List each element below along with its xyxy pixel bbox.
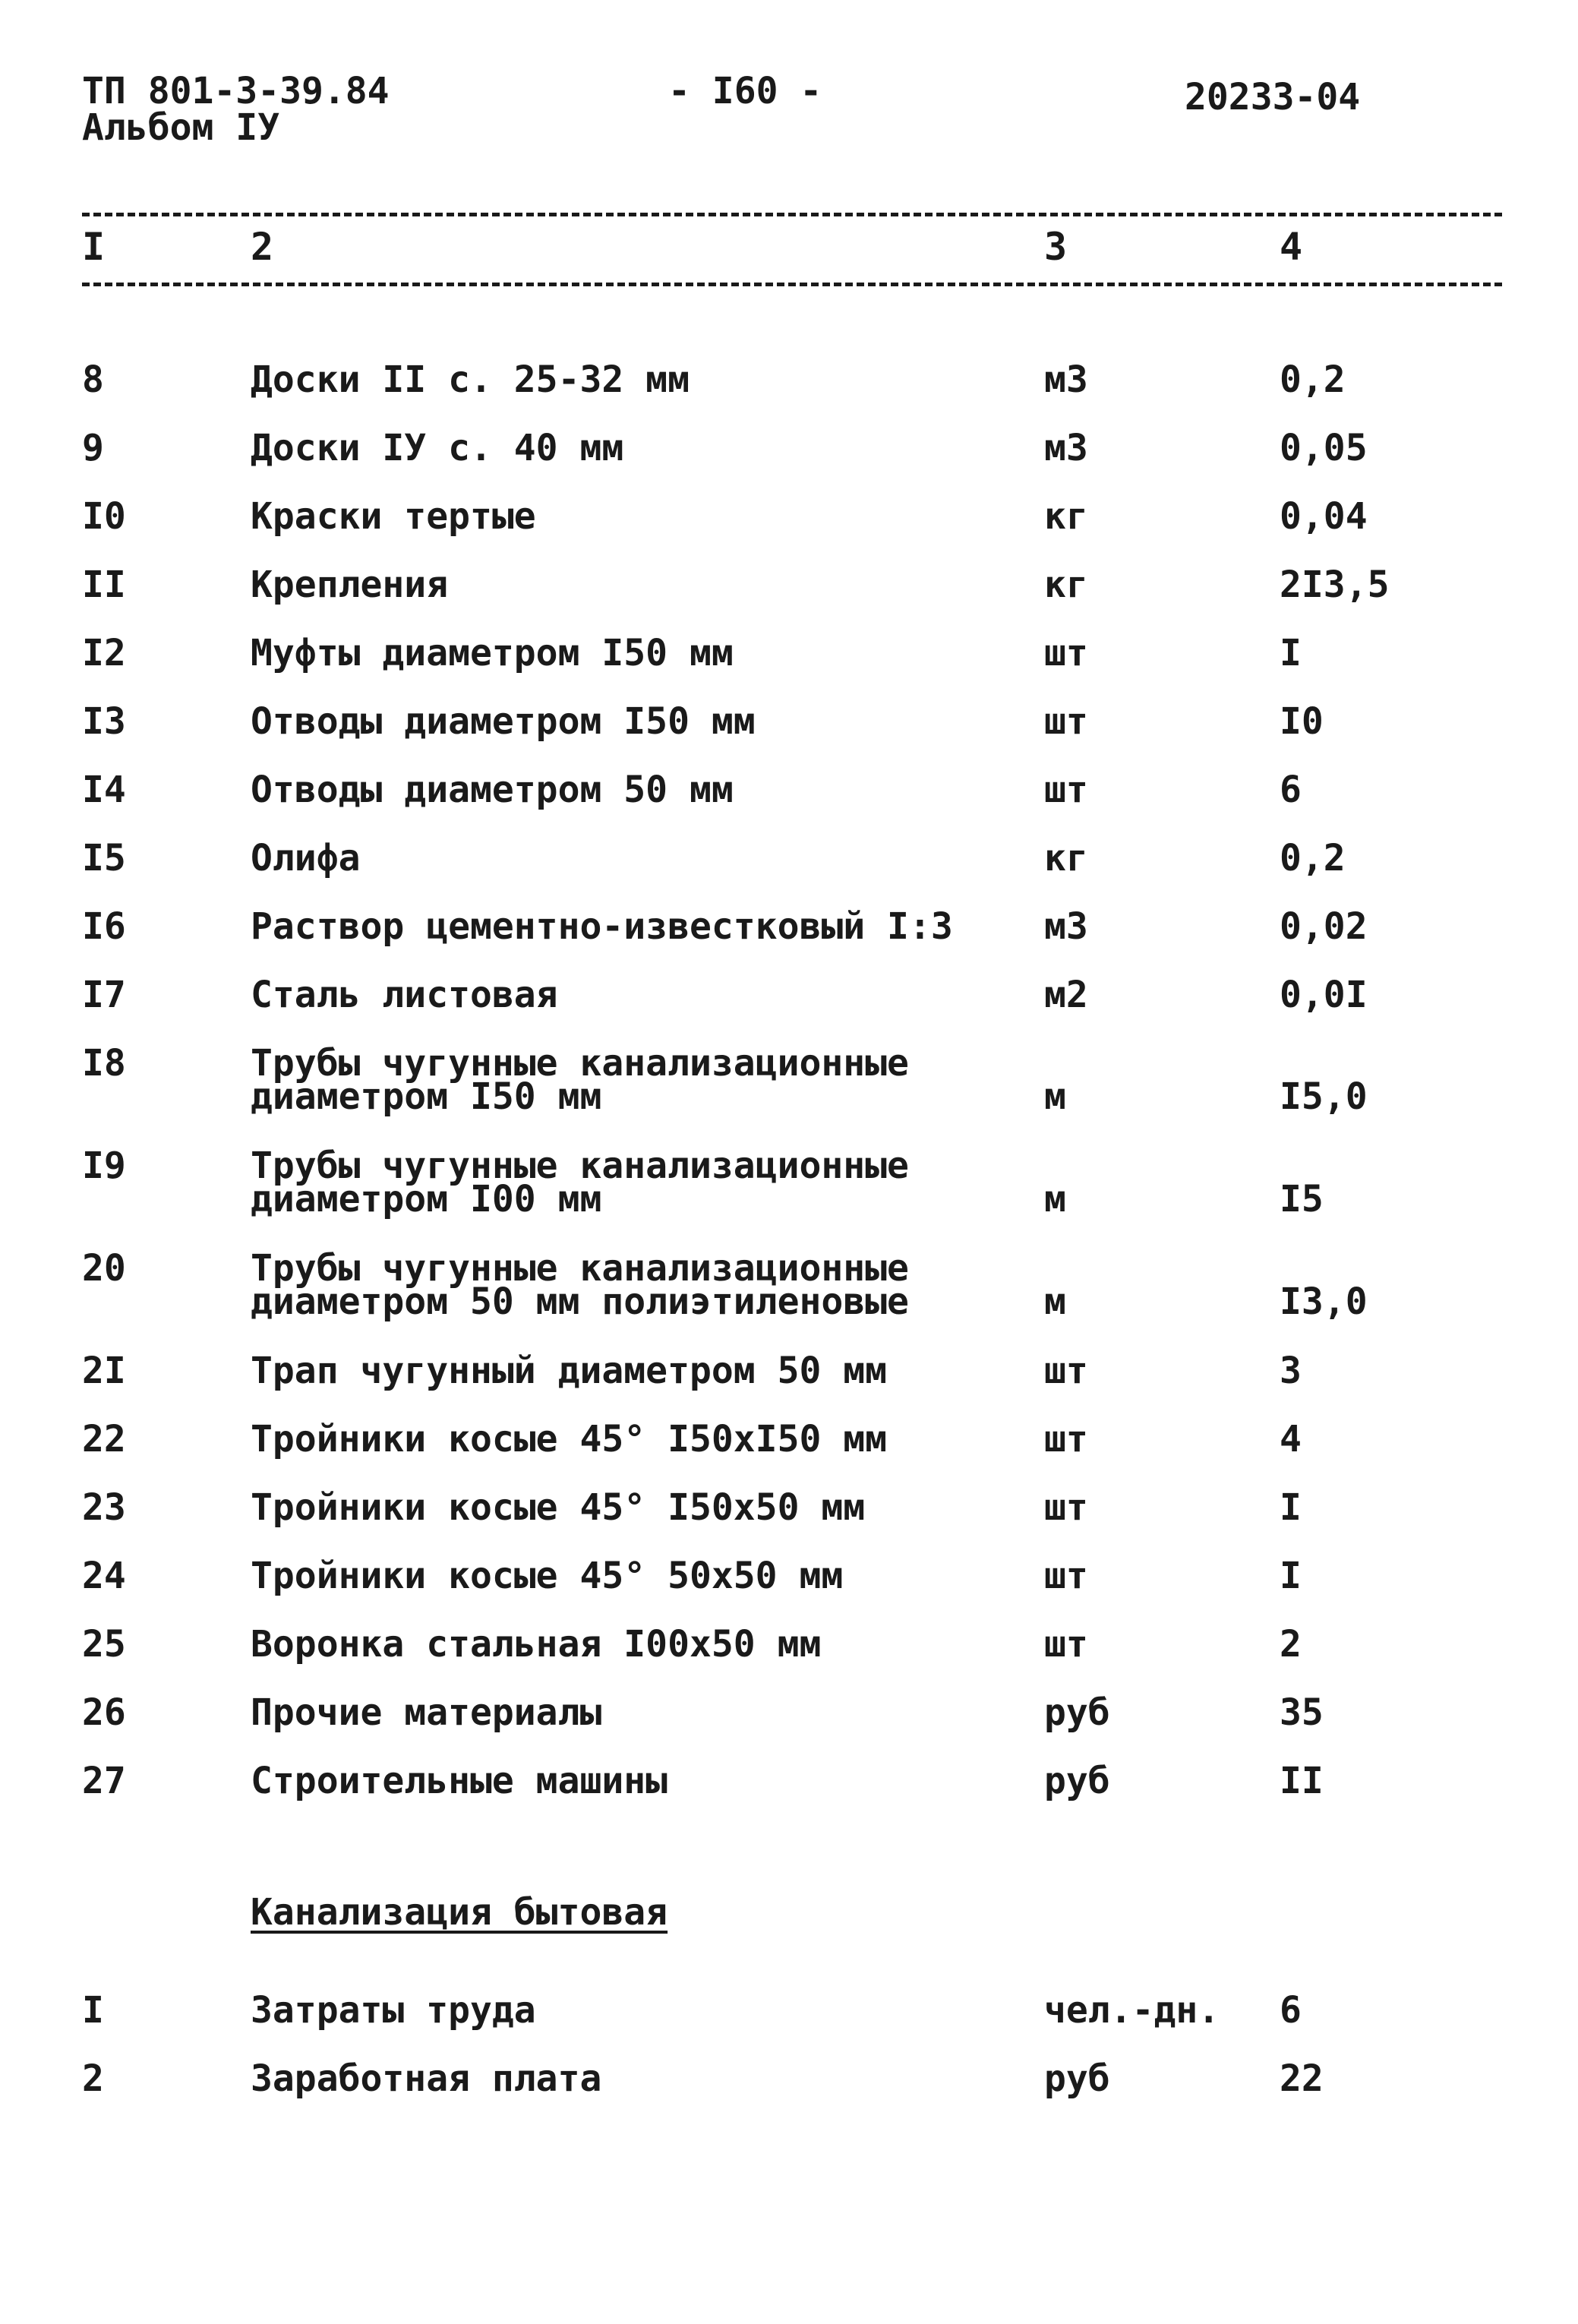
row-quantity: II	[1280, 1760, 1324, 1802]
row-name	[251, 495, 536, 538]
column-header-2: 2	[251, 225, 274, 269]
row-quantity: I	[1280, 1555, 1302, 1597]
album-label: Альбом IУ	[82, 106, 280, 149]
row-unit: шт	[1044, 1350, 1088, 1392]
row-quantity: 22	[1280, 2057, 1324, 2100]
row-number: I0	[82, 495, 126, 538]
column-header-1: I	[82, 225, 106, 269]
section-table	[0, 1989, 1578, 2130]
row-quantity: 0,2	[1280, 837, 1346, 879]
section-title: Канализация бытовая	[251, 1891, 668, 1934]
row-quantity: 0,0I	[1280, 974, 1368, 1016]
row-number: I4	[82, 769, 126, 811]
row-number: 25	[82, 1623, 126, 1666]
row-name-line1: Строительные машины	[251, 1760, 668, 1802]
row-name-line1: Заработная плата	[251, 2057, 602, 2100]
table-row	[0, 1691, 1578, 1764]
row-name	[251, 1989, 536, 2032]
table-row	[0, 974, 1578, 1047]
row-name	[251, 1247, 909, 1323]
table-row	[0, 1623, 1578, 1696]
row-quantity: I3,0	[1280, 1280, 1368, 1323]
row-name	[251, 769, 734, 811]
table-row	[0, 837, 1578, 910]
table-row	[0, 1989, 1578, 2062]
row-name	[251, 1555, 844, 1597]
row-name-line1: Раствор цементно-известковый I:3	[251, 905, 953, 948]
row-number: I2	[82, 632, 126, 674]
table-row	[0, 1486, 1578, 1559]
row-name-line1: Отводы диаметром 50 мм	[251, 769, 734, 811]
row-number: 24	[82, 1555, 126, 1597]
row-unit: шт	[1044, 1555, 1088, 1597]
row-unit: шт	[1044, 1623, 1088, 1666]
header-divider-top	[82, 213, 1502, 216]
row-name	[251, 1691, 602, 1734]
row-name	[251, 632, 734, 674]
row-unit: шт	[1044, 700, 1088, 743]
row-quantity: 3	[1280, 1350, 1302, 1392]
row-quantity: 6	[1280, 769, 1302, 811]
row-quantity: 0,02	[1280, 905, 1368, 948]
row-name-line1: Краски тертые	[251, 495, 536, 538]
row-name	[251, 837, 361, 879]
row-quantity: I5,0	[1280, 1075, 1368, 1118]
row-unit: руб	[1044, 1760, 1110, 1802]
row-quantity: 2	[1280, 1623, 1302, 1666]
row-unit: шт	[1044, 1418, 1088, 1460]
row-name-line1: Трубы чугунные канализационные	[251, 1042, 909, 1085]
row-name-line1: Трубы чугунные канализационные	[251, 1145, 909, 1187]
row-name	[251, 1042, 909, 1118]
row-number: 27	[82, 1760, 126, 1802]
row-quantity: 35	[1280, 1691, 1324, 1734]
row-number: 22	[82, 1418, 126, 1460]
row-name-line1: Трубы чугунные канализационные	[251, 1247, 909, 1290]
row-name-line1: Муфты диаметром I50 мм	[251, 632, 734, 674]
row-number: 9	[82, 427, 104, 469]
row-unit: шт	[1044, 1486, 1088, 1529]
row-unit: чел.-дн.	[1044, 1989, 1220, 2032]
row-name-line1: Крепления	[251, 564, 449, 606]
row-number: 2	[82, 2057, 104, 2100]
row-quantity: 6	[1280, 1989, 1302, 2032]
row-number: II	[82, 564, 126, 606]
doc-number: 20233-04	[1185, 76, 1361, 118]
row-number: 26	[82, 1691, 126, 1734]
row-number: I9	[82, 1145, 126, 1187]
row-name	[251, 1350, 888, 1392]
row-number: 20	[82, 1247, 126, 1290]
table-row	[0, 1555, 1578, 1628]
row-number: I5	[82, 837, 126, 879]
table-row	[0, 769, 1578, 842]
row-name-line2: диаметром I00 мм	[251, 1178, 602, 1220]
row-name-line2: диаметром I50 мм	[251, 1075, 602, 1118]
row-unit: м	[1044, 1178, 1066, 1220]
row-name-line1: Прочие материалы	[251, 1691, 602, 1734]
row-name	[251, 2057, 602, 2100]
row-number: I3	[82, 700, 126, 743]
row-name	[251, 1486, 866, 1529]
table-row	[0, 1042, 1578, 1149]
row-name-line2: диаметром 50 мм полиэтиленовые	[251, 1280, 909, 1323]
materials-table	[0, 358, 1578, 1833]
row-name-line1: Доски IУ с. 40 мм	[251, 427, 624, 469]
row-name	[251, 1418, 888, 1460]
row-unit: м2	[1044, 974, 1088, 1016]
row-quantity: 4	[1280, 1418, 1302, 1460]
row-unit: м3	[1044, 358, 1088, 401]
row-number: I6	[82, 905, 126, 948]
row-number: 23	[82, 1486, 126, 1529]
row-quantity: 0,2	[1280, 358, 1346, 401]
row-quantity: I5	[1280, 1178, 1324, 1220]
row-unit: кг	[1044, 495, 1088, 538]
row-unit: кг	[1044, 564, 1088, 606]
column-header-3: 3	[1044, 225, 1068, 269]
row-quantity: I	[1280, 632, 1302, 674]
row-unit: руб	[1044, 1691, 1110, 1734]
row-unit: шт	[1044, 632, 1088, 674]
row-unit: руб	[1044, 2057, 1110, 2100]
row-unit: м	[1044, 1280, 1066, 1323]
row-unit: м	[1044, 1075, 1066, 1118]
row-name	[251, 1760, 668, 1802]
table-row	[0, 427, 1578, 500]
row-number: I	[82, 1989, 104, 2032]
row-name-line1: Тройники косые 45° I50хI50 мм	[251, 1418, 888, 1460]
table-row	[0, 700, 1578, 773]
table-row	[0, 1247, 1578, 1354]
row-number: 2I	[82, 1350, 126, 1392]
row-name-line1: Отводы диаметром I50 мм	[251, 700, 756, 743]
row-unit: кг	[1044, 837, 1088, 879]
row-name	[251, 905, 953, 948]
row-quantity: I0	[1280, 700, 1324, 743]
row-name	[251, 564, 449, 606]
column-header-4: 4	[1280, 225, 1303, 269]
row-number: I8	[82, 1042, 126, 1085]
row-quantity: 2I3,5	[1280, 564, 1390, 606]
row-name-line1: Доски II с. 25-32 мм	[251, 358, 690, 401]
row-quantity: I	[1280, 1486, 1302, 1529]
row-name-line1: Тройники косые 45° 50х50 мм	[251, 1555, 844, 1597]
row-name	[251, 1145, 909, 1220]
row-name-line1: Трап чугунный диаметром 50 мм	[251, 1350, 888, 1392]
table-row	[0, 905, 1578, 978]
row-name	[251, 700, 756, 743]
row-name	[251, 427, 624, 469]
page-number: - I60 -	[668, 70, 822, 112]
row-name-line1: Олифа	[251, 837, 361, 879]
row-unit: шт	[1044, 769, 1088, 811]
row-name	[251, 358, 690, 401]
row-name-line1: Затраты труда	[251, 1989, 536, 2032]
row-unit: м3	[1044, 427, 1088, 469]
table-row	[0, 495, 1578, 568]
header-divider-bottom	[82, 283, 1502, 286]
table-row	[0, 1145, 1578, 1252]
row-name-line1: Воронка стальная I00х50 мм	[251, 1623, 822, 1666]
table-row	[0, 1418, 1578, 1491]
table-row	[0, 2057, 1578, 2130]
table-row	[0, 564, 1578, 636]
table-row	[0, 358, 1578, 431]
table-row	[0, 1760, 1578, 1833]
row-number: I7	[82, 974, 126, 1016]
column-headers	[0, 225, 1578, 273]
row-name-line1: Тройники косые 45° I50х50 мм	[251, 1486, 866, 1529]
table-row	[0, 632, 1578, 705]
row-name	[251, 1623, 822, 1666]
table-row	[0, 1350, 1578, 1423]
row-name	[251, 974, 558, 1016]
row-name-line1: Сталь листовая	[251, 974, 558, 1016]
row-unit: м3	[1044, 905, 1088, 948]
doc-code: ТП 801-3-39.84	[82, 70, 390, 112]
row-quantity: 0,05	[1280, 427, 1368, 469]
row-quantity: 0,04	[1280, 495, 1368, 538]
row-number: 8	[82, 358, 104, 401]
